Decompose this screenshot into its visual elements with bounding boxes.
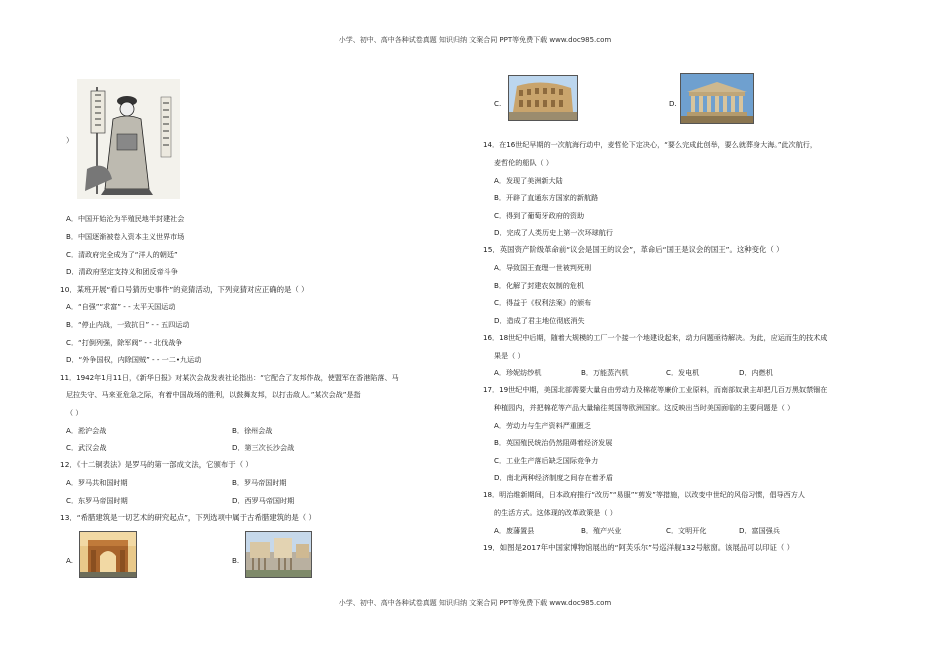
q11-stem-line3: （ ）	[66, 408, 83, 417]
q13-stem: 13．“希腊建筑是一切艺术的研究起点”，下列选项中属于古希腊建筑的是（ ）	[60, 513, 316, 522]
q18-option-d: D．富国强兵	[739, 526, 780, 535]
q11-option-b: B．徐州会战	[232, 426, 273, 435]
q10-option-d: D．“外争国权，内除国贼” - - 一二•九运动	[66, 355, 202, 364]
q12-stem: 12．《十二铜表法》是罗马的第一部成文法，它颁布于（ ）	[60, 460, 253, 469]
q13-label-a: A.	[66, 556, 73, 565]
q15-option-c: C．得益于《权利法案》的颁布	[494, 298, 592, 307]
q11-option-a: A．淞沪会战	[66, 426, 107, 435]
q15-option-d: D．造成了君主地位彻底消失	[494, 316, 585, 325]
q16-option-c: C．发电机	[666, 368, 700, 377]
q9-option-c: C．清政府完全成为了“洋人的朝廷”	[66, 250, 178, 259]
q17-stem-line2: 种植园内，并把棉花等产品大量输往英国等欧洲国家。这反映出当时美国面临的主要问题是（ ）	[494, 403, 795, 412]
q14-stem-line2: 麦哲伦的船队（ ）	[494, 158, 554, 167]
q9-paren: ）	[66, 136, 74, 145]
q11-option-d: D．第三次长沙会战	[232, 443, 295, 452]
q16-option-a: A．珍妮纺纱机	[494, 368, 542, 377]
q13-label-b: B.	[232, 556, 240, 565]
q11-option-c: C．武汉会战	[66, 443, 107, 452]
q9-option-d: D．清政府坚定支持义和团反帝斗争	[66, 267, 178, 276]
q13-parthenon-image	[680, 73, 754, 124]
q10-option-a: A．“自强”“求富” - - 太平天国运动	[66, 302, 176, 311]
q9-option-a: A．中国开始沦为半殖民地半封建社会	[66, 214, 185, 223]
q18-option-b: B．殖产兴业	[581, 526, 622, 535]
q12-option-a: A．罗马共和国时期	[66, 478, 128, 487]
q9-illustration	[77, 79, 180, 199]
q18-stem-line1: 18．明治维新期间，日本政府推行“改历”“易服”“剪发”等措施，以改变中世纪的风俗习惯，倡导西方人	[483, 490, 805, 499]
q11-stem-line2: 尼拉失守、马来亚危急之际，有着中国战场的胜利，以鼓舞友邦，以打击敌人。”某次会战”是指	[66, 390, 361, 399]
q17-stem-line1: 17．19世纪中期，美国北部需要大量自由劳动力及棉花等廉价工业原料，而南部奴隶主却把几百万黑奴禁锢在	[483, 385, 828, 394]
q15-stem: 15．英国资产阶级革命前“议会是国王的议会”，革命后“国王是议会的国王”。这种变化（ ）	[483, 245, 784, 254]
q14-option-a: A．发现了美洲新大陆	[494, 176, 563, 185]
q12-option-b: B．罗马帝国时期	[232, 478, 287, 487]
q17-option-c: C．工业生产落后缺乏国际竞争力	[494, 456, 599, 465]
q14-stem-line1: 14．在16世纪早期的一次航海行动中，麦哲伦下定决心，“要么完成此创举，要么就葬身大海。”此次航行，	[483, 140, 817, 149]
q13-colosseum-image	[508, 75, 578, 121]
q13-arch-image	[79, 531, 137, 578]
q14-option-d: D．完成了人类历史上第一次环球航行	[494, 228, 613, 237]
q19-stem: 19．如图是2017年中国家博物馆展出的“阿芙乐尔”号巡洋舰132号舷窗。该展品可以印证（ ）	[483, 543, 795, 552]
q10-option-b: B．“停止内战，一致抗日” - - 五四运动	[66, 320, 190, 329]
q10-option-c: C．“打倒列强，除军阀” - - 北伐战争	[66, 338, 183, 347]
q13-forum-image	[245, 531, 312, 578]
q16-option-d: D．内燃机	[739, 368, 773, 377]
q14-option-b: B．开辟了直通东方国家的新航路	[494, 193, 599, 202]
q13-label-d: D.	[669, 99, 677, 108]
page-header: 小学、初中、高中各种试卷真题 知识归纳 文案合同 PPT等免费下载 www.doc985.com	[338, 36, 612, 44]
q16-stem-line2: 果是（ ）	[494, 351, 525, 360]
q18-option-c: C．文明开化	[666, 526, 707, 535]
q15-option-b: B．化解了封建农奴制的危机	[494, 281, 584, 290]
q14-option-c: C．得到了葡萄牙政府的资助	[494, 211, 585, 220]
q17-option-b: B．英国殖民统治仍然阻碍着经济发展	[494, 438, 613, 447]
q10-stem: 10．某班开展“看口号猜历史事件”的竞猜活动，下列竞猜对应正确的是（ ）	[60, 285, 309, 294]
q18-option-a: A．废藩置县	[494, 526, 535, 535]
q16-option-b: B．万能蒸汽机	[581, 368, 629, 377]
q15-option-a: A．导致国王查理一世被判死刑	[494, 263, 592, 272]
q17-option-a: A．劳动力与生产资料严重匮乏	[494, 421, 592, 430]
q17-option-d: D．南北两种经济制度之间存在着矛盾	[494, 473, 613, 482]
q9-option-b: B．中国逐渐被卷入资本主义世界市场	[66, 232, 185, 241]
q12-option-c: C．东罗马帝国时期	[66, 496, 128, 505]
q16-stem-line1: 16．18世纪中后期，随着大规模的工厂一个接一个地建设起来，动力问题亟待解决。为此，应运而生的技术成	[483, 333, 828, 342]
q13-label-c: C.	[494, 99, 502, 108]
q11-stem-line1: 11．1942年1月11日，《新华日报》对某次会战发表社论指出：“它配合了友邦作战，使盟军在香港陷落、马	[60, 373, 399, 382]
page-footer: 小学、初中、高中各种试卷真题 知识归纳 文案合同 PPT等免费下载 www.doc985.com	[338, 599, 612, 607]
q18-stem-line2: 的生活方式。这体现的改革政策是（ ）	[494, 508, 617, 517]
q12-option-d: D．西罗马帝国时期	[232, 496, 295, 505]
